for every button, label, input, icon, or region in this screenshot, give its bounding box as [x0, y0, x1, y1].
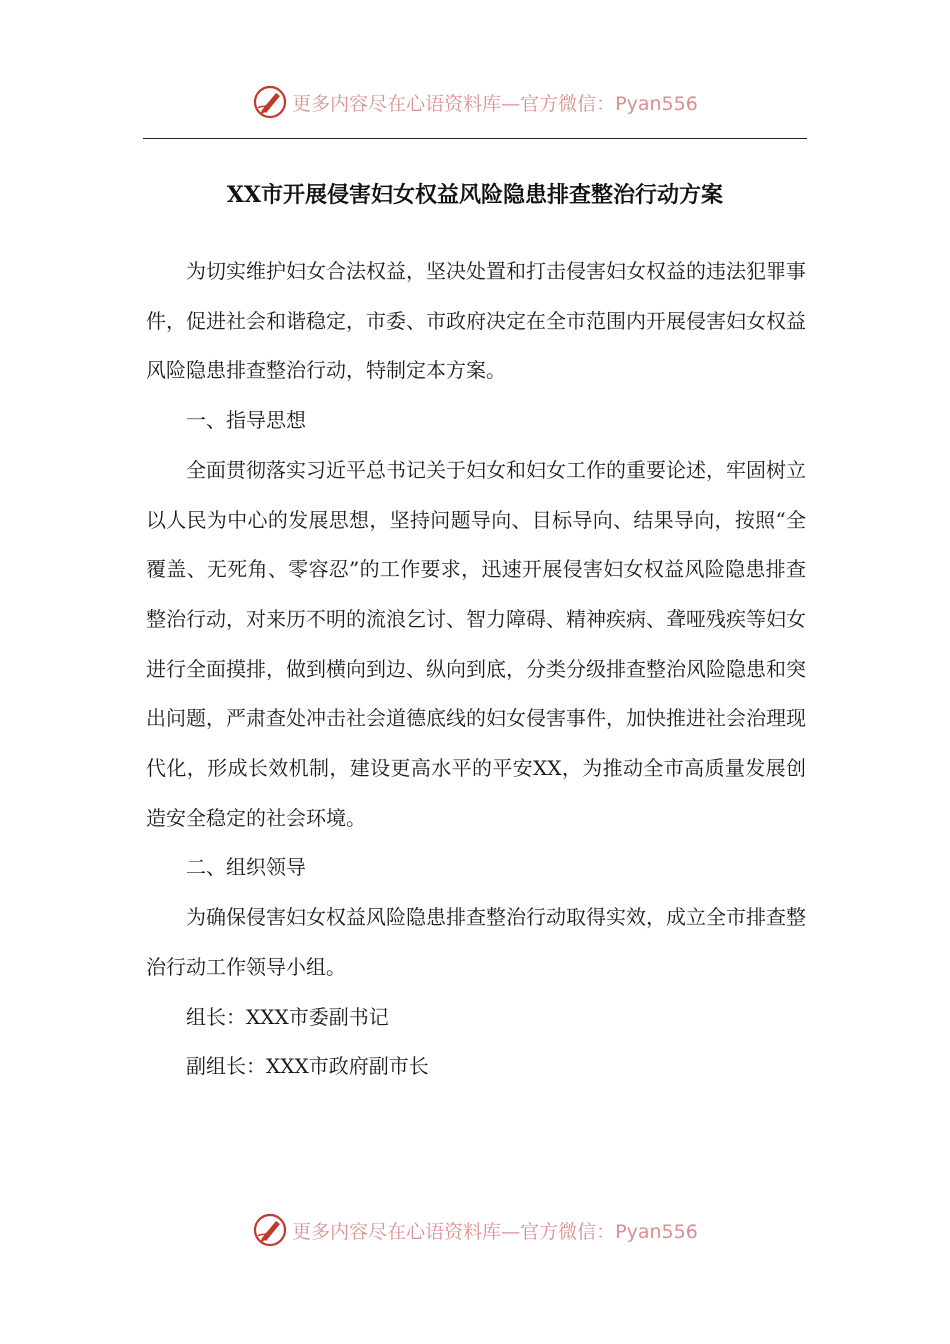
footer-banner — [0, 1208, 950, 1252]
footer-banner-text: 更多内容尽在心语资料库—官方微信：Pyan556 — [292, 1220, 698, 1243]
header-banner-handle: Pyan556 — [615, 92, 698, 115]
deputy-team-leader-line: 副组长：XXX市政府副市长 — [186, 1054, 429, 1079]
pen-logo-icon — [252, 1212, 288, 1248]
guiding-ideology-paragraph: 全面贯彻落实习近平总书记关于妇女和妇女工作的重要论述，牢固树立以人民为中心的发展思想，坚持问题导向、目标导向、结果导向，按照“全覆盖、无死角、零容忍”的工作要求，迅速开展侵害妇女权益风险隐患排查整治行动，对来历不明的流浪乞讨、智力障碍、精神疾病、聋哑残疾等妇女进行全面摸排，做到横向到边、纵向到底，分类分级排查整治风险隐患和突出问题，严肃查处冲击社会道德底线的妇女侵害事件，加快推进社会治理现代化，形成长效机制，建设更高水平的平安XX，为推动全市高质量发展创造安全稳定的社会环境。 — [146, 457, 806, 830]
document-title: XX市开展侵害妇女权益风险隐患排查整治行动方案 — [226, 182, 724, 208]
header-rule — [143, 138, 807, 139]
header-banner-text: 更多内容尽在心语资料库—官方微信：Pyan556 — [292, 92, 698, 115]
team-leader-line: 组长：XXX市委副书记 — [186, 1004, 389, 1029]
organization-paragraph: 为确保侵害妇女权益风险隐患排查整治行动取得实效，成立全市排查整治行动工作领导小组。 — [146, 905, 806, 979]
section-heading-organization: 二、组织领导 — [186, 855, 306, 880]
footer-banner-handle: Pyan556 — [615, 1220, 698, 1243]
pen-logo-icon — [252, 84, 288, 120]
section-heading-guiding-ideology: 一、指导思想 — [186, 408, 306, 433]
header-banner — [0, 80, 950, 124]
document-body — [146, 247, 806, 1092]
intro-paragraph: 为切实维护妇女合法权益，坚决处置和打击侵害妇女权益的违法犯罪事件，促进社会和谐稳定，市委、市政府决定在全市范围内开展侵害妇女权益风险隐患排查整治行动，特制定本方案。 — [146, 259, 806, 383]
